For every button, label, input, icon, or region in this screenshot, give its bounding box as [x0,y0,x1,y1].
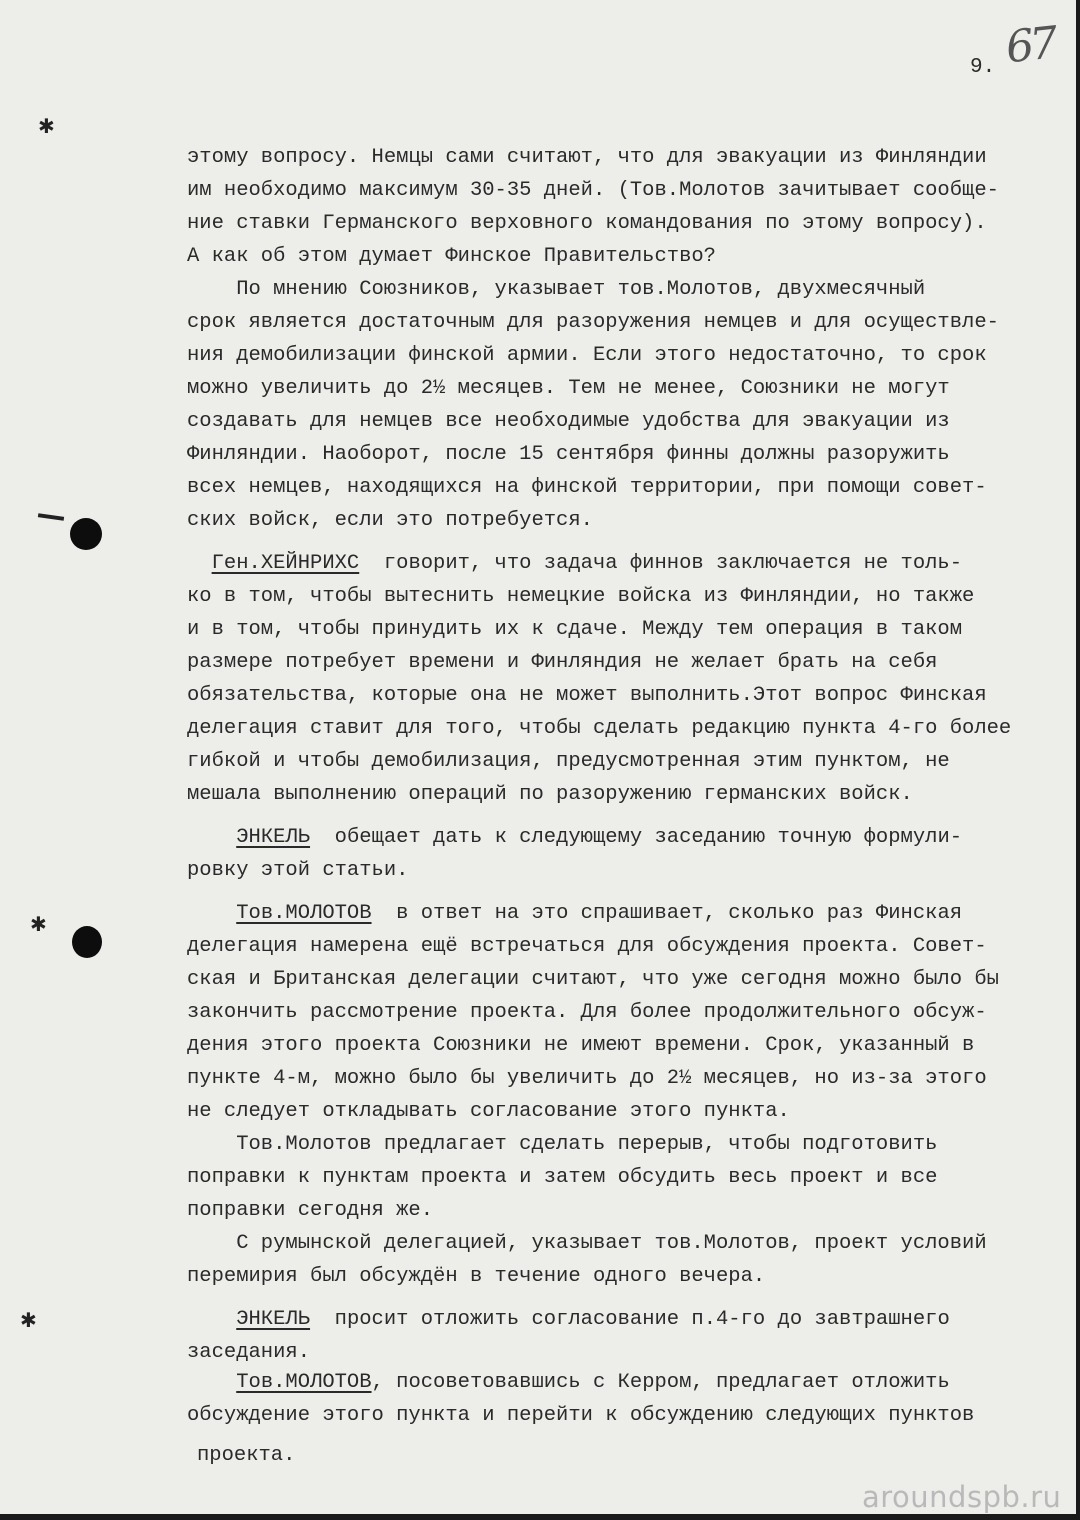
text-line: ния демобилизации финской армии. Если этого недостаточно, то срок [187,344,987,367]
text-line: мешала выполнению операций по разоружению германских войск. [187,783,913,806]
text-line: обсуждение этого пункта и перейти к обсуждению следующих пунктов [187,1404,975,1427]
text-line: ровку этой статьи. [187,859,409,882]
punch-mark-icon: ✱ [20,1308,37,1332]
text-line: и в том, чтобы принудить их к сдаче. Между тем операция в таком [187,618,963,641]
text-line [187,1308,950,1332]
speaker-name: Тов.МОЛОТОВ [236,1371,372,1394]
page-number: 9. [970,56,996,79]
speaker-text: говорит, что задача финнов заключается не толь- [383,552,963,575]
text-line: ских войск, если это потребуется. [187,509,593,532]
text-line: заседания. [187,1341,311,1364]
text-line: перемирия был обсуждён в течение одного вечера. [187,1265,766,1288]
speaker-name: ЭНКЕЛЬ [236,826,311,849]
text-line: делегация ставит для того, чтобы сделать редакцию пункта 4-го более [187,717,1012,740]
text-line: пункте 4-м, можно было бы увеличить до 2½ месяцев, но из-за этого [187,1067,987,1090]
text-line: делегация намерена ещё встречаться для обсуждения проекта. Совет- [187,935,987,958]
punch-mark-icon: ✱ [30,912,47,936]
text-line [187,1371,950,1395]
text-line: Тов.Молотов предлагает сделать перерыв, чтобы подготовить [187,1133,938,1156]
text-line: гибкой и чтобы демобилизация, предусмотренная этим пунктом, не [187,750,950,773]
speaker-name: Ген.ХЕЙНРИХС [211,552,360,575]
text-line: создавать для немцев все необходимые удобства для эвакуации из [187,410,950,433]
text-line: обязательства, которые она не может выполнить.Этот вопрос Финская [187,684,987,707]
archive-folio-number: 67 [1003,17,1057,74]
speaker-text: , посоветовавшись с Керром, предлагает отложить [371,1371,950,1394]
punch-mark-icon: ✱ [38,114,55,138]
text-line [187,826,962,850]
watermark: aroundspb.ru [862,1480,1062,1514]
speaker-text: обещает дать к следующему заседанию точную формули- [334,826,963,849]
text-line [187,902,962,926]
text-line: этому вопросу. Немцы сами считают, что для эвакуации из Финляндии [187,146,987,169]
text-line: поправки сегодня же. [187,1199,434,1222]
text-line: им необходимо максимум 30-35 дней. (Тов.Молотов зачитывает сообще- [187,179,999,202]
text-line: По мнению Союзников, указывает тов.Молотов, двухмесячный [187,278,926,301]
text-line: размере потребует времени и Финляндия не желает брать на себя [187,651,938,674]
speaker-text: в ответ на это спрашивает, сколько раз Финская [396,902,963,925]
text-line: поправки к пунктам проекта и затем обсудить весь проект и все [187,1166,938,1189]
text-line: С румынской делегацией, указывает тов.Молотов, проект условий [187,1232,987,1255]
text-line: ская и Британская делегации считают, что уже сегодня можно было бы [187,968,999,991]
text-line: не следует откладывать согласование этого пункта. [187,1100,790,1123]
speaker-name: ЭНКЕЛЬ [236,1308,311,1331]
text-line: ние ставки Германского верховного командования по этому вопросу). [187,212,987,235]
text-line: проекта. [197,1444,296,1467]
text-line: закончить рассмотрение проекта. Для более продолжительного обсуж- [187,1001,987,1024]
text-line [187,552,962,576]
text-line: А как об этом думает Финское Правительство? [187,245,716,268]
text-line: дения этого проекта Союзники не имеют времени. Срок, указанный в [187,1034,975,1057]
text-line: можно увеличить до 2½ месяцев. Тем не менее, Союзники не могут [187,377,950,400]
text-line: Финляндии. Наоборот, после 15 сентября финны должны разоружить [187,443,950,466]
speaker-name: Тов.МОЛОТОВ [236,902,372,925]
speaker-text: просит отложить согласование п.4-го до завтрашнего [334,1308,950,1331]
text-line: срок является достаточным для разоружения немцев и для осуществле- [187,311,999,334]
text-line: ко в том, чтобы вытеснить немецкие войска из Финляндии, но также [187,585,975,608]
text-line: всех немцев, находящихся на финской территории, при помощи совет- [187,476,987,499]
